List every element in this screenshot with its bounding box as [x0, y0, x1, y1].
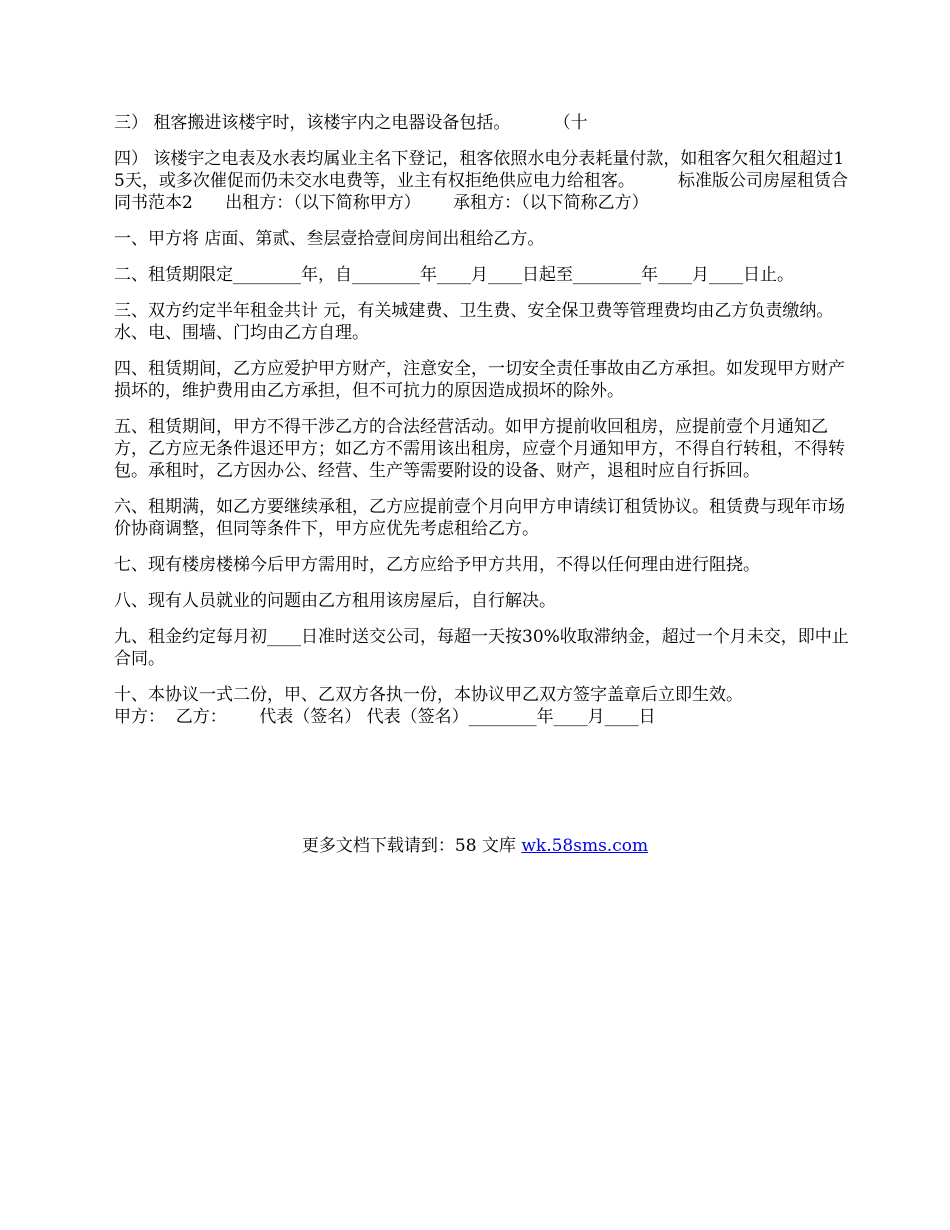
footer-text: 更多文档下载请到：58 文库 — [301, 836, 522, 856]
paragraph-utilities: 四） 该楼宇之电表及水表均属业主名下登记，租客依照水电分表耗量付款，如租客欠租欠租超过15天，或多次催促而仍未交水电费等，业主有权拒绝供应电力给租客。 标准版公司房屋租赁合同书范本2 出租方：（以下简称甲方） 承租方：（以下简称乙方） — [114, 149, 849, 213]
clause-6: 六、租期满，如乙方要继续承租，乙方应提前壹个月向甲方申请续订租赁协议。租赁费与现年市场价协商调整，但同等条件下，甲方应优先考虑租给乙方。 — [114, 497, 845, 539]
clause-10: 十、本协议一式二份，甲、乙双方各执一份，本协议甲乙双方签字盖章后立即生效。 — [114, 685, 743, 705]
document-body — [114, 112, 850, 728]
clause-9: 九、租金约定每月初____日准时送交公司，每超一天按30%收取滞纳金，超过一个月未交，即中止合同。 — [114, 627, 849, 669]
clause-2: 二、租赁期限定________年，自________年____月____日起至________年____月____日止。 — [114, 265, 794, 285]
clause-4: 四、租赁期间，乙方应爱护甲方财产，注意安全，一切安全责任事故由乙方承担。如发现甲方财产损坏的，维护费用由乙方承担，但不可抗力的原因造成损坏的除外。 — [114, 359, 845, 401]
clause-7: 七、现有楼房楼梯今后甲方需用时，乙方应给予甲方共用，不得以任何理由进行阻挠。 — [114, 555, 760, 575]
footer-link[interactable]: wk.58sms.com — [521, 836, 649, 856]
clause-3: 三、双方约定半年租金共计 元，有关城建费、卫生费、安全保卫费等管理费均由乙方负责缴纳。水、电、围墙、门均由乙方自理。 — [114, 301, 834, 343]
clause-8: 八、现有人员就业的问题由乙方租用该房屋后，自行解决。 — [114, 591, 556, 611]
paragraph-appliances: 三） 租客搬进该楼宇时，该楼宇内之电器设备包括。 （十 — [114, 113, 588, 133]
clause-1: 一、甲方将 店面、第贰、叁层壹拾壹间房间出租给乙方。 — [114, 229, 545, 249]
clause-5: 五、租赁期间，甲方不得干涉乙方的合法经营活动。如甲方提前收回租房，应提前壹个月通知乙方，乙方应无条件退还甲方；如乙方不需用该出租房，应壹个月通知甲方，不得自行转租，不得转包。承租时，乙方因办公、经营、生产等需要附设的设备、财产，退租时应自行拆回。 — [114, 417, 845, 481]
footer — [0, 835, 950, 857]
signature-line: 甲方： 乙方： 代表（签名） 代表（签名）________年____月____日 — [114, 707, 656, 727]
